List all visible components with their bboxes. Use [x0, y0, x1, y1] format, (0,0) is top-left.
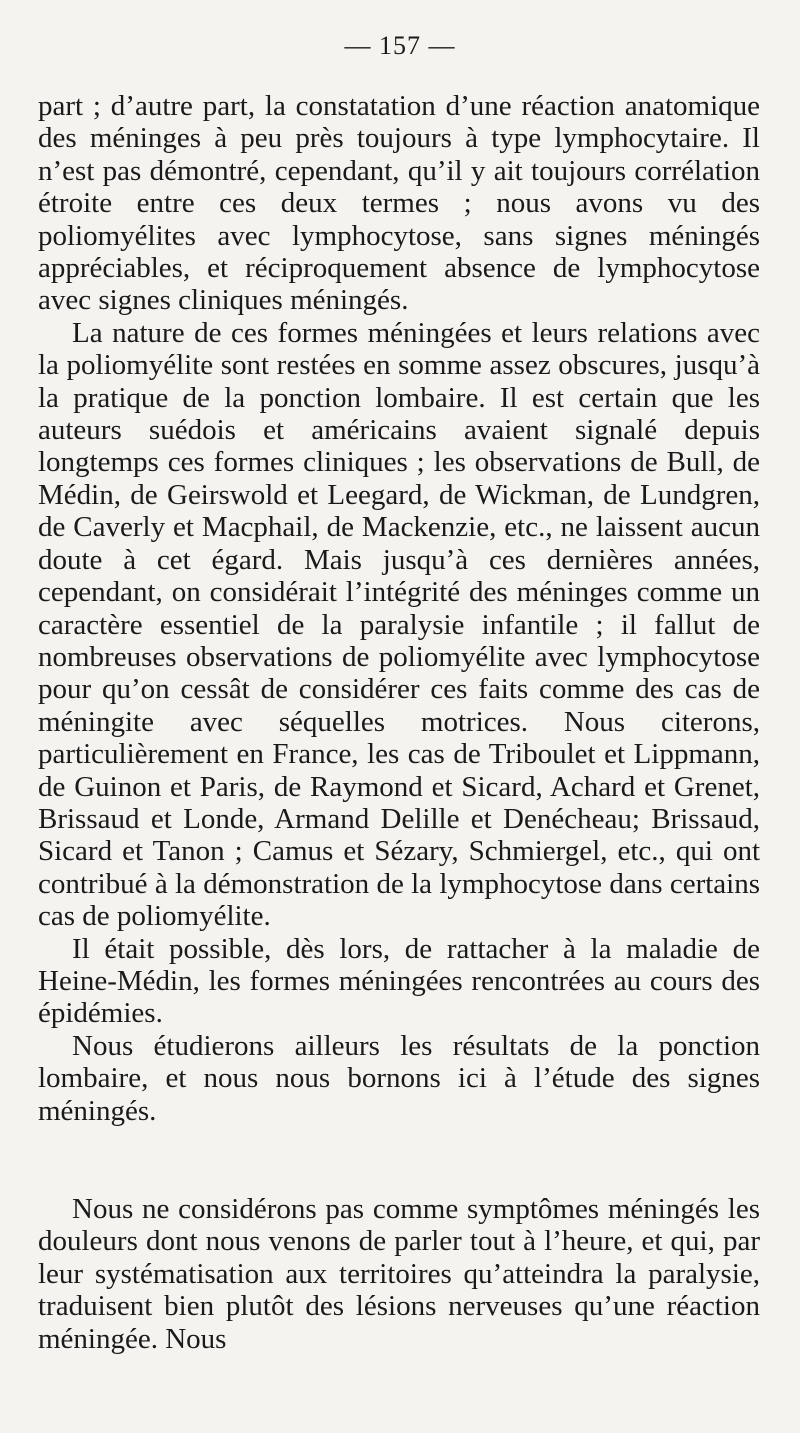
page-number: — 157 — — [344, 31, 456, 60]
paragraph-heine-medin: Il était possible, dès lors, de rattacher à la maladie de Heine-Médin, les formes méningées rencontrées au cours des épidémies. — [38, 932, 760, 1030]
page-body — [38, 90, 760, 1355]
paragraph-lumbar-puncture: Nous étudierons ailleurs les résultats de la ponction lombaire, et nous nous bornons ici à l’étude des signes méningés. — [38, 1029, 760, 1127]
paragraph-continuation: part ; d’autre part, la constatation d’une réaction anatomique des méninges à peu près toujours à type lymphocytaire. Il n’est pas démontré, cependant, qu’il y ait toujours corrélation étroite entre ces deux termes ; nous avons vu des poliomyélites avec lymphocytose, sans signes méningés appréciables, et réciproquement absence de lymphocytose avec signes cliniques méningés. — [38, 90, 760, 317]
paragraph-meningeal-forms: La nature de ces formes méningées et leurs relations avec la poliomyélite sont restées en somme assez obscures, jusqu’à la pratique de la ponction lombaire. Il est certain que les auteurs suédois et américains avaient signalé depuis longtemps ces formes cliniques ; les observations de Bull, de Médin, de Geirswold et Leegard, de Wickman, de Lundgren, de Caverly et Macphail, de Mackenzie, etc., ne laissent aucun doute à cet égard. Mais jusqu’à ces dernières années, cependant, on considérait l’intégrité des méninges comme un caractère essentiel de la paralysie infantile ; il fallut de nombreuses observations de poliomyélite avec lymphocytose pour qu’on cessât de considérer ces faits comme des cas de méningite avec séquelles motrices. Nous citerons, particulièrement en France, les cas de Triboulet et Lippmann, de Guinon et Paris, de Raymond et Sicard, Achard et Grenet, Brissaud et Londe, Armand Delille et Denécheau; Brissaud, Sicard et Tanon ; Camus et Sézary, Schmiergel, etc., qui ont contribué à la démonstration de la lymphocytose dans certains cas de poliomyélite. — [38, 316, 760, 933]
paragraph-meningeal-symptoms: Nous ne considérons pas comme symptômes méningés les douleurs dont nous venons de parler tout à l’heure, et qui, par leur systématisation aux territoires qu’atteindra la paralysie, traduisent bien plutôt des lésions nerveuses qu’une réaction méningée. Nous — [38, 1193, 760, 1355]
